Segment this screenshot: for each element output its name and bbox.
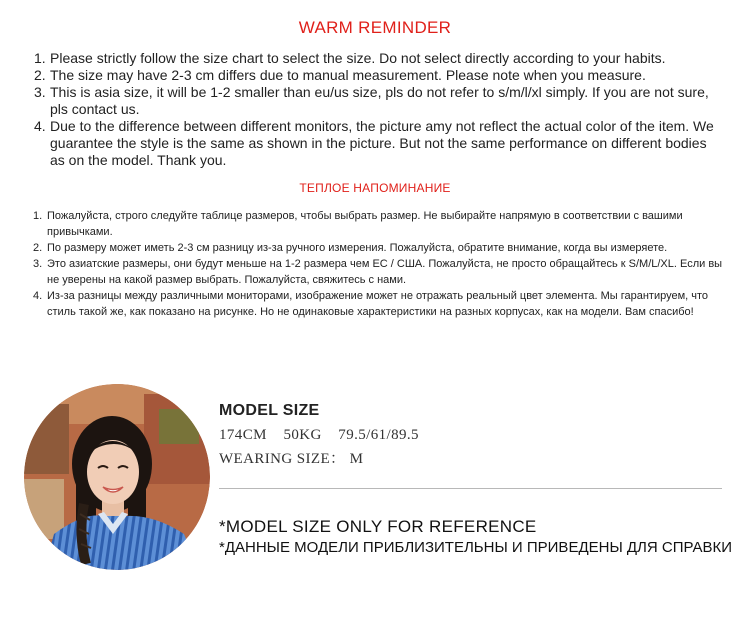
model-photo: [24, 384, 210, 570]
item-text: Due to the difference between different monitors, the picture amy not reflect the actual color of the item. We guarantee the style is the same as shown in the picture. But not the same performance on different bodies as on the model. Thank you.: [50, 118, 714, 168]
item-number: 4.: [34, 118, 46, 134]
item-number: 4.: [33, 290, 43, 302]
model-measurements: 174CM 50KG 79.5/61/89.5: [219, 427, 419, 443]
divider: [219, 488, 722, 489]
item-text: По размеру может иметь 2-3 см разницу из-за ручного измерения. Пожалуйста, обратите внимание, когда вы измеряете.: [47, 242, 668, 254]
item-number: 3.: [33, 258, 43, 270]
item-text: Это азиатские размеры, они будут меньше на 1-2 размера чем ЕС / США. Пожалуйста, не просто обращайтесь к S/M/L/XL. Если вы не уверены на какой размер выбрать. Пожалуйста, свяжитесь с нами.: [47, 258, 723, 286]
item-text: The size may have 2-3 cm differs due to manual measurement. Please note when you measure.: [50, 67, 646, 83]
reminder-item-ru: [33, 288, 723, 320]
item-text: This is asia size, it will be 1-2 smaller than eu/us size, pls do not refer to s/m/l/xl simply. If you are not sure, pls contact us.: [50, 84, 709, 117]
reminder-item: [34, 50, 724, 67]
item-number: 2.: [33, 242, 43, 254]
model-size-title: MODEL SIZE: [219, 402, 320, 419]
reference-note: *MODEL SIZE ONLY FOR REFERENCE: [219, 517, 537, 536]
item-number: 1.: [34, 50, 46, 66]
reminder-item: [34, 118, 724, 169]
reminder-item: [34, 67, 724, 84]
item-number: 1.: [33, 210, 43, 222]
wearing-size: WEARING SIZE： M: [219, 451, 364, 467]
warm-reminder-title-ru: ТЕПЛОЕ НАПОМИНАНИЕ: [299, 181, 451, 195]
item-number: 2.: [34, 67, 46, 83]
reminder-item-ru: [33, 256, 723, 288]
item-text: Пожалуйста, строго следуйте таблице размеров, чтобы выбрать размер. Не выбирайте напрямую в соответствии с вашими привычками.: [47, 210, 683, 238]
item-number: 3.: [34, 84, 46, 100]
reminder-item-ru: [33, 208, 723, 240]
reference-note-ru: *ДАННЫЕ МОДЕЛИ ПРИБЛИЗИТЕЛЬНЫ И ПРИВЕДЕНЫ ДЛЯ СПРАВКИ: [219, 539, 733, 556]
warm-reminder-title: WARM REMINDER: [298, 18, 452, 37]
item-text: Из-за разницы между различными мониторами, изображение может не отражать реальный цвет элемента. Мы гарантируем, что стиль такой же, как показано на рисунке. Но не одинаковые характеристики на разных корпусах, как на модели. Вам спасибо!: [47, 290, 709, 318]
reminder-item-ru: [33, 240, 723, 256]
item-text: Please strictly follow the size chart to select the size. Do not select directly according to your habits.: [50, 50, 666, 66]
warm-reminder-list: [34, 50, 724, 169]
reminder-item: [34, 84, 724, 118]
warm-reminder-list-ru: [33, 208, 723, 320]
